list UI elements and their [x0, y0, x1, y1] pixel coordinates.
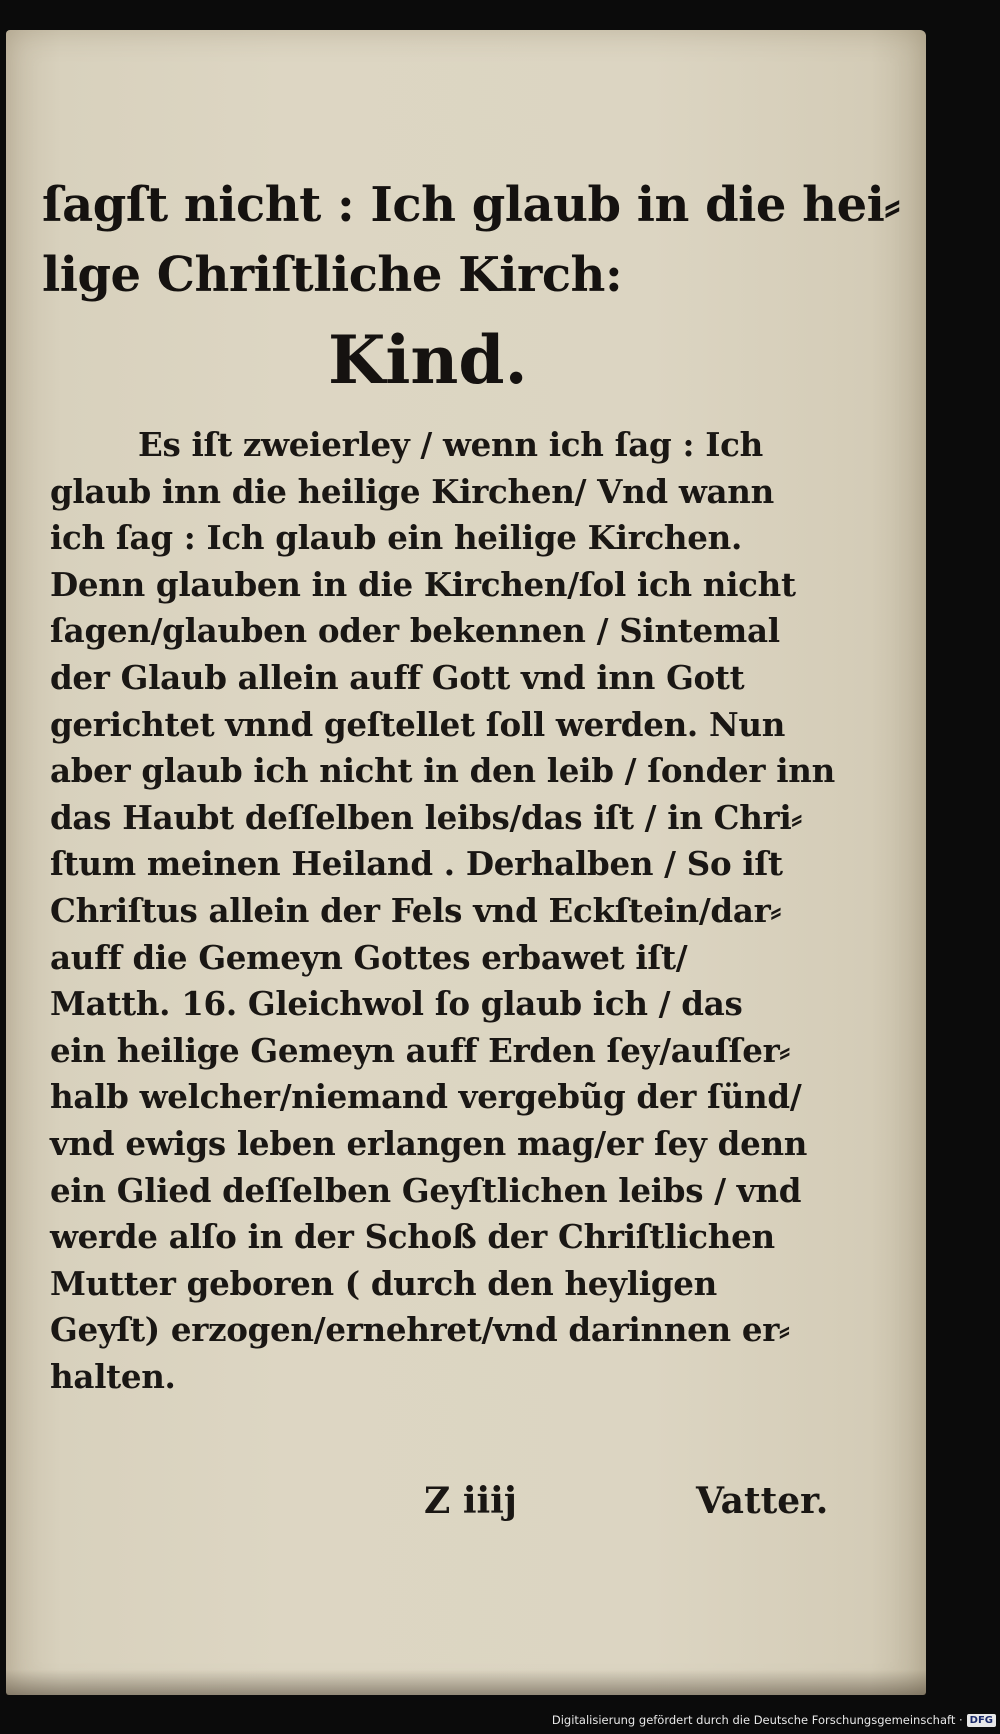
body-line: der Glaub allein auff Gott vnd inn Gott: [50, 657, 745, 697]
book-page: [6, 30, 926, 1695]
body-line: ein heilige Gemeyn auff Erden ſey/auſſer⸗: [50, 1030, 790, 1070]
body-line: aber glaub ich nicht in den leib / ſonder inn: [50, 751, 835, 791]
body-line: Matth. 16. Gleichwol ſo glaub ich / das: [50, 984, 743, 1024]
heading-line: ſagſt nicht : Ich glaub in die hei⸗: [42, 177, 900, 233]
body-line: Chriſtus allein der Fels vnd Eckſtein/dar⸗: [50, 890, 781, 930]
catchword: Vatter.: [696, 1480, 829, 1522]
body-line: vnd ewigs leben erlangen mag/er ſey denn: [50, 1123, 808, 1163]
heading: [42, 170, 900, 310]
body-line: ich ſag : Ich glaub ein heilige Kirchen.: [50, 518, 742, 558]
body-line: Mutter geboren ( durch den heyligen: [50, 1263, 717, 1303]
body-line: Geyſt) erzogen/ernehret/vnd darinnen er⸗: [50, 1310, 790, 1350]
signature-mark: Z iiij: [424, 1480, 517, 1522]
credit-text: Digitalisierung gefördert durch die Deutsche Forschungsgemeinschaft ·: [551, 1713, 963, 1727]
body-line: gerichtet vnnd geſtellet ſoll werden. Nun: [50, 704, 786, 744]
body-line: Es iſt zweierley / wenn ich ſag : Ich: [138, 425, 763, 464]
body-line: das Haubt deſſelben leibs/das iſt / in Chri⸗: [50, 797, 802, 837]
body-line: ſtum meinen Heiland . Derhalben / So iſt: [50, 844, 783, 884]
body-line: ein Glied deſſelben Geyſtlichen leibs / vnd: [50, 1170, 802, 1210]
body-line: glaub inn die heilige Kirchen/ Vnd wann: [50, 471, 774, 511]
body-line: Denn glauben in die Kirchen/ſol ich nicht: [50, 564, 796, 604]
body-text: [50, 422, 850, 1400]
digitization-credit: [552, 1712, 996, 1728]
page-bottom-edge: [6, 1670, 926, 1695]
body-line: halten.: [50, 1356, 176, 1396]
body-line: auff die Gemeyn Gottes erbawet iſt/: [50, 937, 688, 977]
heading-line: lige Chriſtliche Kirch:: [42, 247, 623, 303]
speaker-label: Kind.: [328, 321, 528, 399]
dfg-logo: DFG: [967, 1714, 996, 1727]
body-line: ſagen/glauben oder bekennen / Sintemal: [50, 611, 780, 651]
body-line: werde alſo in der Schoß der Chriſtlichen: [50, 1217, 775, 1257]
body-line: halb welcher/niemand vergebũg der ſünd/: [50, 1077, 802, 1117]
